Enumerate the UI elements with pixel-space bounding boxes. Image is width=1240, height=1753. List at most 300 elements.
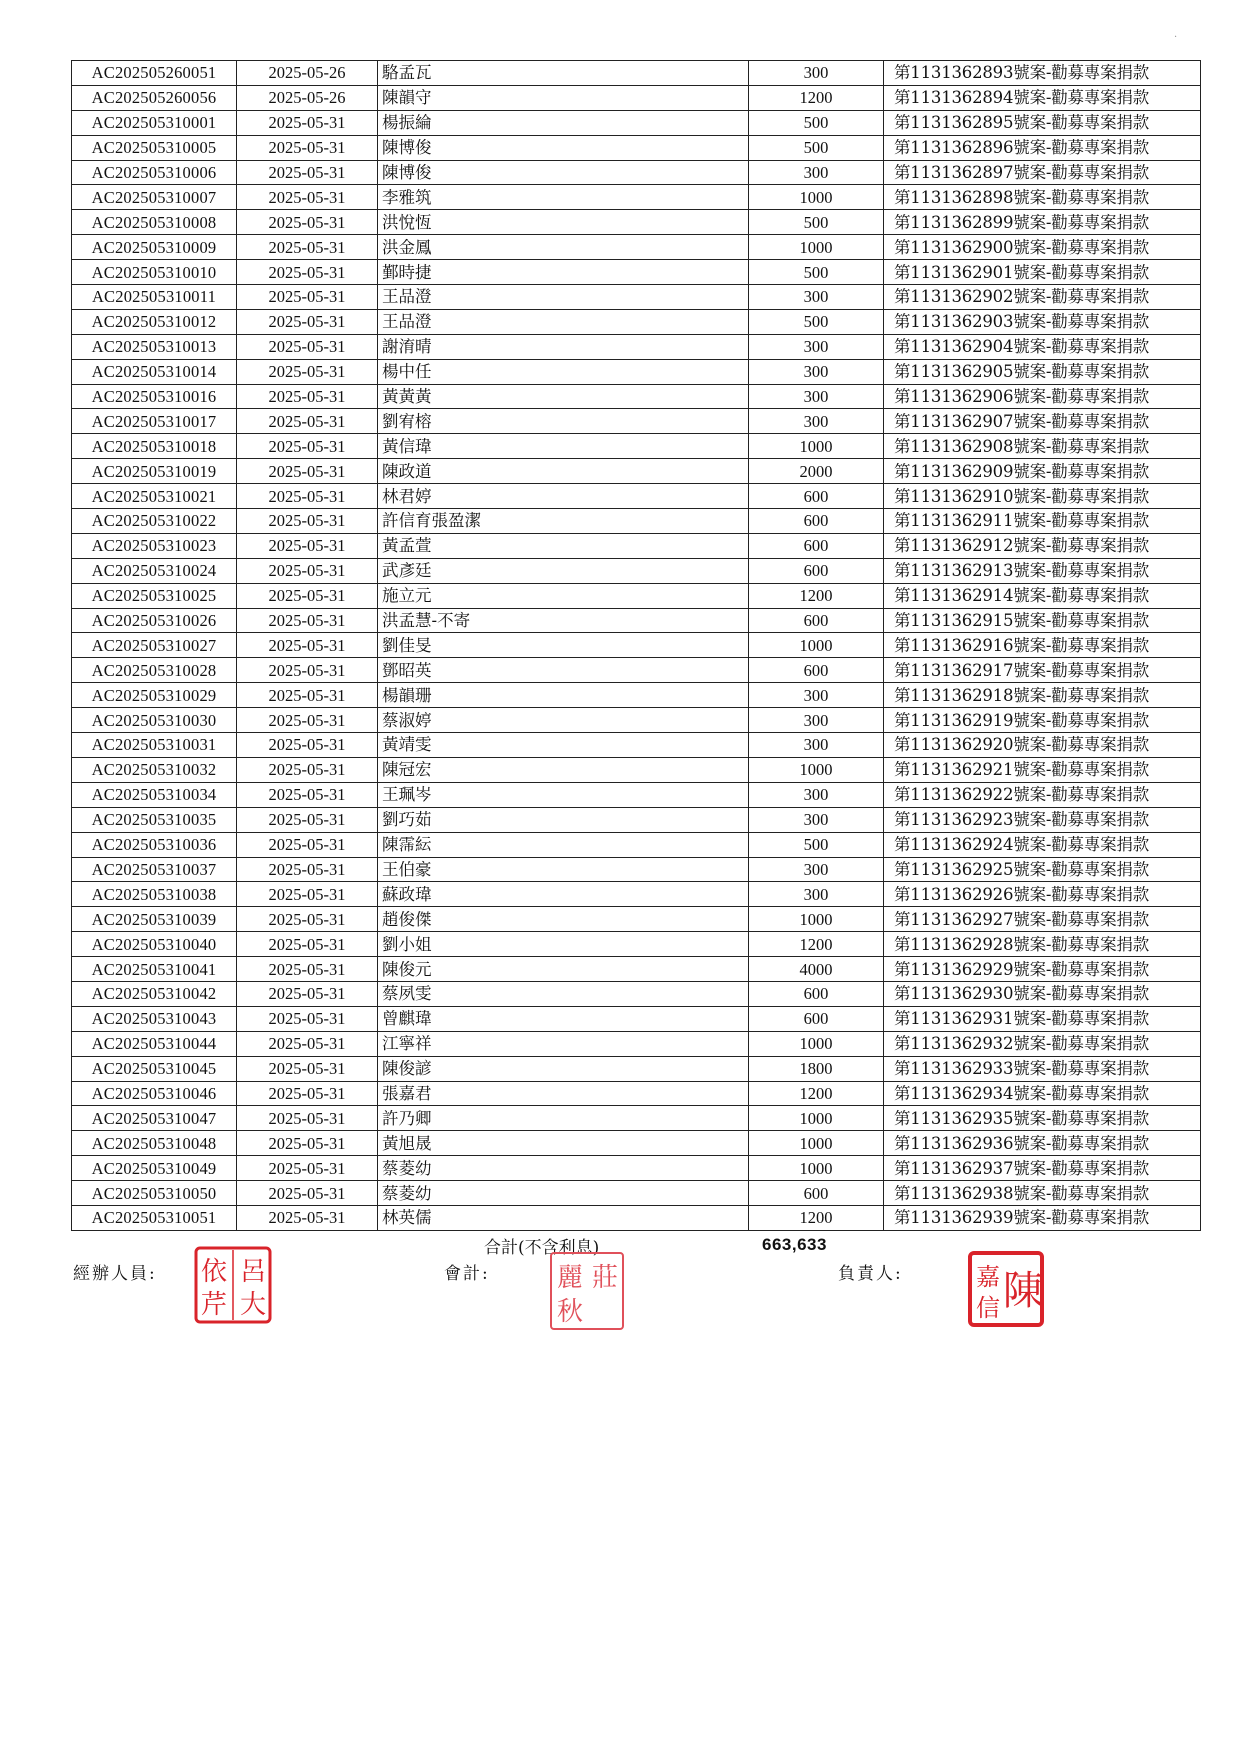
donation-id: AC202505310012 [72, 309, 237, 334]
donation-amount: 1200 [749, 932, 884, 957]
donation-amount: 1200 [749, 1205, 884, 1230]
donor-name: 蔡菱幼 [378, 1181, 749, 1206]
svg-text:信: 信 [976, 1294, 1000, 1322]
donation-amount: 300 [749, 61, 884, 86]
donation-id: AC202505310032 [72, 757, 237, 782]
donor-name: 王伯豪 [378, 857, 749, 882]
case-description: 第1131362893號案-勸募專案捐款 [884, 61, 1201, 86]
table-row [72, 459, 1201, 484]
svg-text:呂: 呂 [239, 1257, 267, 1287]
donation-amount: 300 [749, 882, 884, 907]
table-row [72, 882, 1201, 907]
donation-date: 2025-05-31 [237, 533, 378, 558]
case-description: 第1131362912號案-勸募專案捐款 [884, 533, 1201, 558]
donation-amount: 1800 [749, 1056, 884, 1081]
donation-date: 2025-05-31 [237, 110, 378, 135]
case-description: 第1131362895號案-勸募專案捐款 [884, 110, 1201, 135]
table-row [72, 484, 1201, 509]
table-row [72, 509, 1201, 534]
donation-amount: 1000 [749, 1156, 884, 1181]
donor-name: 王品澄 [378, 285, 749, 310]
donation-id: AC202505310016 [72, 384, 237, 409]
donation-amount: 500 [749, 210, 884, 235]
table-row [72, 807, 1201, 832]
clerk-seal-image [193, 1245, 273, 1325]
case-description: 第1131362904號案-勸募專案捐款 [884, 334, 1201, 359]
svg-text:莊: 莊 [591, 1263, 619, 1293]
donation-id: AC202505310019 [72, 459, 237, 484]
table-row [72, 533, 1201, 558]
svg-text:麗: 麗 [556, 1263, 584, 1293]
donation-id: AC202505310038 [72, 882, 237, 907]
donation-date: 2025-05-31 [237, 708, 378, 733]
donation-id: AC202505310023 [72, 533, 237, 558]
donation-amount: 300 [749, 807, 884, 832]
donation-date: 2025-05-31 [237, 1181, 378, 1206]
table-row [72, 409, 1201, 434]
donation-amount: 500 [749, 135, 884, 160]
case-description: 第1131362923號案-勸募專案捐款 [884, 807, 1201, 832]
case-description: 第1131362939號案-勸募專案捐款 [884, 1205, 1201, 1230]
donation-date: 2025-05-31 [237, 658, 378, 683]
donation-date: 2025-05-31 [237, 633, 378, 658]
donation-id: AC202505310045 [72, 1056, 237, 1081]
table-row [72, 932, 1201, 957]
donation-date: 2025-05-31 [237, 309, 378, 334]
donor-name: 江寧祥 [378, 1031, 749, 1056]
donation-amount: 300 [749, 285, 884, 310]
donor-name: 謝淯晴 [378, 334, 749, 359]
donation-amount: 1000 [749, 757, 884, 782]
donation-date: 2025-05-31 [237, 857, 378, 882]
donation-amount: 300 [749, 384, 884, 409]
donation-id: AC202505310046 [72, 1081, 237, 1106]
table-row [72, 235, 1201, 260]
table-row [72, 558, 1201, 583]
table-row [72, 832, 1201, 857]
table-row [72, 683, 1201, 708]
case-description: 第1131362925號案-勸募專案捐款 [884, 857, 1201, 882]
donation-date: 2025-05-31 [237, 981, 378, 1006]
case-description: 第1131362905號案-勸募專案捐款 [884, 359, 1201, 384]
donation-amount: 600 [749, 1006, 884, 1031]
table-row [72, 782, 1201, 807]
donation-id: AC202505310039 [72, 907, 237, 932]
scan-speck: · [1174, 32, 1178, 43]
donor-name: 陳博俊 [378, 135, 749, 160]
donor-name: 黃靖雯 [378, 733, 749, 758]
table-row [72, 434, 1201, 459]
donation-date: 2025-05-31 [237, 558, 378, 583]
donation-amount: 300 [749, 857, 884, 882]
donation-date: 2025-05-31 [237, 807, 378, 832]
donation-id: AC202505310005 [72, 135, 237, 160]
donation-amount: 2000 [749, 459, 884, 484]
donation-date: 2025-05-31 [237, 409, 378, 434]
donor-name: 劉巧茹 [378, 807, 749, 832]
donor-name: 鄞時捷 [378, 260, 749, 285]
donation-date: 2025-05-31 [237, 135, 378, 160]
table-row [72, 1106, 1201, 1131]
donation-id: AC202505310034 [72, 782, 237, 807]
case-description: 第1131362908號案-勸募專案捐款 [884, 434, 1201, 459]
donation-date: 2025-05-31 [237, 1156, 378, 1181]
donor-name: 陳冠宏 [378, 757, 749, 782]
donation-amount: 500 [749, 832, 884, 857]
donation-date: 2025-05-31 [237, 1131, 378, 1156]
table-row [72, 110, 1201, 135]
donation-amount: 1200 [749, 85, 884, 110]
donor-name: 陳俊諺 [378, 1056, 749, 1081]
donation-date: 2025-05-31 [237, 882, 378, 907]
case-description: 第1131362936號案-勸募專案捐款 [884, 1131, 1201, 1156]
donation-amount: 1200 [749, 583, 884, 608]
donor-name: 蔡淑婷 [378, 708, 749, 733]
donation-amount: 1000 [749, 185, 884, 210]
donation-id: AC202505260051 [72, 61, 237, 86]
donation-date: 2025-05-31 [237, 384, 378, 409]
donor-name: 趙俊傑 [378, 907, 749, 932]
case-description: 第1131362928號案-勸募專案捐款 [884, 932, 1201, 957]
donation-date: 2025-05-31 [237, 1056, 378, 1081]
donation-id: AC202505310030 [72, 708, 237, 733]
donor-name: 陳俊元 [378, 957, 749, 982]
donor-name: 王品澄 [378, 309, 749, 334]
donation-id: AC202505310029 [72, 683, 237, 708]
donation-amount: 300 [749, 708, 884, 733]
donation-id: AC202505310007 [72, 185, 237, 210]
table-row [72, 1056, 1201, 1081]
donation-date: 2025-05-31 [237, 932, 378, 957]
case-description: 第1131362898號案-勸募專案捐款 [884, 185, 1201, 210]
donation-id: AC202505310022 [72, 509, 237, 534]
case-description: 第1131362913號案-勸募專案捐款 [884, 558, 1201, 583]
case-description: 第1131362922號案-勸募專案捐款 [884, 782, 1201, 807]
donor-name: 洪悅恆 [378, 210, 749, 235]
total-label: 合計(不含利息) [484, 1238, 600, 1258]
case-description: 第1131362917號案-勸募專案捐款 [884, 658, 1201, 683]
table-row [72, 658, 1201, 683]
donation-id: AC202505310043 [72, 1006, 237, 1031]
table-row [72, 384, 1201, 409]
donation-date: 2025-05-31 [237, 160, 378, 185]
donor-name: 劉佳旻 [378, 633, 749, 658]
donation-id: AC202505310041 [72, 957, 237, 982]
table-row [72, 359, 1201, 384]
table-row [72, 1131, 1201, 1156]
donation-id: AC202505310050 [72, 1181, 237, 1206]
table-row [72, 61, 1201, 86]
donation-amount: 300 [749, 733, 884, 758]
donation-amount: 500 [749, 110, 884, 135]
donation-date: 2025-05-31 [237, 1031, 378, 1056]
table-row [72, 733, 1201, 758]
donor-name: 陳霈紜 [378, 832, 749, 857]
donation-id: AC202505310051 [72, 1205, 237, 1230]
donation-amount: 1000 [749, 1031, 884, 1056]
head-label: 負責人: [838, 1264, 903, 1284]
donor-name: 楊韻珊 [378, 683, 749, 708]
table-row [72, 309, 1201, 334]
donation-date: 2025-05-31 [237, 185, 378, 210]
donation-date: 2025-05-31 [237, 509, 378, 534]
donor-name: 陳政道 [378, 459, 749, 484]
table-row [72, 957, 1201, 982]
donation-amount: 300 [749, 160, 884, 185]
donor-name: 蔡夙雯 [378, 981, 749, 1006]
case-description: 第1131362927號案-勸募專案捐款 [884, 907, 1201, 932]
case-description: 第1131362935號案-勸募專案捐款 [884, 1106, 1201, 1131]
case-description: 第1131362919號案-勸募專案捐款 [884, 708, 1201, 733]
case-description: 第1131362931號案-勸募專案捐款 [884, 1006, 1201, 1031]
svg-text:大: 大 [239, 1290, 267, 1320]
head-seal-image [967, 1250, 1045, 1328]
accountant-label: 會計: [444, 1264, 490, 1284]
donation-id: AC202505310024 [72, 558, 237, 583]
svg-text:嘉: 嘉 [976, 1263, 1000, 1291]
donation-amount: 1200 [749, 1081, 884, 1106]
case-description: 第1131362902號案-勸募專案捐款 [884, 285, 1201, 310]
case-description: 第1131362894號案-勸募專案捐款 [884, 85, 1201, 110]
case-description: 第1131362924號案-勸募專案捐款 [884, 832, 1201, 857]
donation-amount: 600 [749, 658, 884, 683]
donation-id: AC202505310031 [72, 733, 237, 758]
donation-amount: 1000 [749, 633, 884, 658]
case-description: 第1131362896號案-勸募專案捐款 [884, 135, 1201, 160]
case-description: 第1131362932號案-勸募專案捐款 [884, 1031, 1201, 1056]
donation-amount: 300 [749, 782, 884, 807]
table-row [72, 608, 1201, 633]
donation-amount: 500 [749, 309, 884, 334]
donation-date: 2025-05-31 [237, 434, 378, 459]
case-description: 第1131362921號案-勸募專案捐款 [884, 757, 1201, 782]
donation-id: AC202505310027 [72, 633, 237, 658]
donation-id: AC202505310017 [72, 409, 237, 434]
donation-amount: 600 [749, 509, 884, 534]
table-row [72, 857, 1201, 882]
donation-date: 2025-05-31 [237, 608, 378, 633]
donor-name: 曾麒瑋 [378, 1006, 749, 1031]
total-value: 663,633 [762, 1235, 827, 1254]
donation-id: AC202505310047 [72, 1106, 237, 1131]
case-description: 第1131362903號案-勸募專案捐款 [884, 309, 1201, 334]
donation-date: 2025-05-31 [237, 459, 378, 484]
donation-date: 2025-05-26 [237, 61, 378, 86]
table-row [72, 285, 1201, 310]
case-description: 第1131362900號案-勸募專案捐款 [884, 235, 1201, 260]
donation-id: AC202505310013 [72, 334, 237, 359]
svg-text:陳: 陳 [1003, 1268, 1043, 1314]
donor-name: 黃孟萱 [378, 533, 749, 558]
case-description: 第1131362938號案-勸募專案捐款 [884, 1181, 1201, 1206]
donation-amount: 600 [749, 558, 884, 583]
donor-name: 李雅筑 [378, 185, 749, 210]
case-description: 第1131362929號案-勸募專案捐款 [884, 957, 1201, 982]
donation-id: AC202505310036 [72, 832, 237, 857]
table-row [72, 210, 1201, 235]
table-row [72, 907, 1201, 932]
donation-id: AC202505310042 [72, 981, 237, 1006]
donation-id: AC202505310035 [72, 807, 237, 832]
donation-id: AC202505260056 [72, 85, 237, 110]
table-row [72, 85, 1201, 110]
donor-name: 洪孟慧-不寄 [378, 608, 749, 633]
donation-id: AC202505310014 [72, 359, 237, 384]
donation-amount: 600 [749, 608, 884, 633]
donation-date: 2025-05-31 [237, 907, 378, 932]
donation-amount: 1000 [749, 907, 884, 932]
donor-name: 施立元 [378, 583, 749, 608]
donation-date: 2025-05-31 [237, 583, 378, 608]
donor-name: 劉小姐 [378, 932, 749, 957]
donation-date: 2025-05-31 [237, 359, 378, 384]
accountant-seal-image [548, 1250, 626, 1332]
donor-name: 鄧昭英 [378, 658, 749, 683]
case-description: 第1131362907號案-勸募專案捐款 [884, 409, 1201, 434]
donation-date: 2025-05-31 [237, 285, 378, 310]
donor-name: 許乃卿 [378, 1106, 749, 1131]
donation-amount: 600 [749, 1181, 884, 1206]
donation-amount: 600 [749, 981, 884, 1006]
donation-amount: 1000 [749, 1131, 884, 1156]
donation-amount: 1000 [749, 1106, 884, 1131]
case-description: 第1131362914號案-勸募專案捐款 [884, 583, 1201, 608]
donation-amount: 600 [749, 533, 884, 558]
donor-name: 楊振綸 [378, 110, 749, 135]
donor-name: 蔡菱幼 [378, 1156, 749, 1181]
case-description: 第1131362937號案-勸募專案捐款 [884, 1156, 1201, 1181]
table-row [72, 981, 1201, 1006]
donation-date: 2025-05-31 [237, 1205, 378, 1230]
case-description: 第1131362918號案-勸募專案捐款 [884, 683, 1201, 708]
svg-text:秋: 秋 [556, 1297, 584, 1327]
donation-id: AC202505310040 [72, 932, 237, 957]
table-row [72, 1006, 1201, 1031]
case-description: 第1131362901號案-勸募專案捐款 [884, 260, 1201, 285]
clerk-label: 經辦人員: [73, 1264, 157, 1284]
table-row [72, 135, 1201, 160]
donation-id: AC202505310028 [72, 658, 237, 683]
donation-date: 2025-05-31 [237, 484, 378, 509]
donor-name: 林英儒 [378, 1205, 749, 1230]
donation-id: AC202505310025 [72, 583, 237, 608]
donation-amount: 300 [749, 409, 884, 434]
donation-date: 2025-05-31 [237, 733, 378, 758]
donor-name: 許信育張盈潔 [378, 509, 749, 534]
donation-id: AC202505310011 [72, 285, 237, 310]
donation-amount: 600 [749, 484, 884, 509]
donation-date: 2025-05-31 [237, 1081, 378, 1106]
donation-id: AC202505310018 [72, 434, 237, 459]
donation-ledger-table [71, 60, 1201, 1231]
case-description: 第1131362916號案-勸募專案捐款 [884, 633, 1201, 658]
donation-amount: 300 [749, 359, 884, 384]
donor-name: 武彥廷 [378, 558, 749, 583]
donor-name: 蘇政瑋 [378, 882, 749, 907]
table-row [72, 1181, 1201, 1206]
donor-name: 楊中任 [378, 359, 749, 384]
donation-amount: 1000 [749, 434, 884, 459]
table-row [72, 185, 1201, 210]
donation-date: 2025-05-31 [237, 757, 378, 782]
donor-name: 陳韻守 [378, 85, 749, 110]
case-description: 第1131362926號案-勸募專案捐款 [884, 882, 1201, 907]
donation-id: AC202505310049 [72, 1156, 237, 1181]
donor-name: 王珮岑 [378, 782, 749, 807]
donor-name: 陳博俊 [378, 160, 749, 185]
donor-name: 劉宥榕 [378, 409, 749, 434]
donor-name: 林君婷 [378, 484, 749, 509]
donation-id: AC202505310010 [72, 260, 237, 285]
donor-name: 黃旭晟 [378, 1131, 749, 1156]
ledger-body [72, 61, 1201, 1231]
table-row [72, 260, 1201, 285]
donation-date: 2025-05-31 [237, 1006, 378, 1031]
table-row [72, 1031, 1201, 1056]
table-row [72, 1205, 1201, 1230]
donation-date: 2025-05-31 [237, 832, 378, 857]
svg-text:依: 依 [200, 1257, 228, 1287]
table-row [72, 334, 1201, 359]
case-description: 第1131362930號案-勸募專案捐款 [884, 981, 1201, 1006]
svg-text:芹: 芹 [200, 1290, 228, 1320]
donation-date: 2025-05-31 [237, 1106, 378, 1131]
donation-id: AC202505310021 [72, 484, 237, 509]
table-row [72, 633, 1201, 658]
case-description: 第1131362909號案-勸募專案捐款 [884, 459, 1201, 484]
donor-name: 洪金鳳 [378, 235, 749, 260]
donation-date: 2025-05-31 [237, 260, 378, 285]
table-row [72, 1081, 1201, 1106]
donation-id: AC202505310009 [72, 235, 237, 260]
table-row [72, 160, 1201, 185]
case-description: 第1131362899號案-勸募專案捐款 [884, 210, 1201, 235]
donation-id: AC202505310008 [72, 210, 237, 235]
case-description: 第1131362897號案-勸募專案捐款 [884, 160, 1201, 185]
table-row [72, 583, 1201, 608]
donation-amount: 1000 [749, 235, 884, 260]
case-description: 第1131362933號案-勸募專案捐款 [884, 1056, 1201, 1081]
donation-amount: 500 [749, 260, 884, 285]
donation-date: 2025-05-31 [237, 683, 378, 708]
donation-id: AC202505310001 [72, 110, 237, 135]
table-row [72, 1156, 1201, 1181]
case-description: 第1131362934號案-勸募專案捐款 [884, 1081, 1201, 1106]
case-description: 第1131362911號案-勸募專案捐款 [884, 509, 1201, 534]
donation-amount: 300 [749, 334, 884, 359]
donation-id: AC202505310006 [72, 160, 237, 185]
donation-id: AC202505310037 [72, 857, 237, 882]
case-description: 第1131362910號案-勸募專案捐款 [884, 484, 1201, 509]
donation-date: 2025-05-31 [237, 235, 378, 260]
case-description: 第1131362920號案-勸募專案捐款 [884, 733, 1201, 758]
donation-id: AC202505310048 [72, 1131, 237, 1156]
table-row [72, 757, 1201, 782]
donor-name: 黃信瑋 [378, 434, 749, 459]
case-description: 第1131362915號案-勸募專案捐款 [884, 608, 1201, 633]
donor-name: 張嘉君 [378, 1081, 749, 1106]
donation-date: 2025-05-31 [237, 334, 378, 359]
case-description: 第1131362906號案-勸募專案捐款 [884, 384, 1201, 409]
donation-amount: 300 [749, 683, 884, 708]
donation-date: 2025-05-26 [237, 85, 378, 110]
donation-amount: 4000 [749, 957, 884, 982]
donor-name: 黃黃黃 [378, 384, 749, 409]
donation-date: 2025-05-31 [237, 210, 378, 235]
donation-date: 2025-05-31 [237, 782, 378, 807]
table-row [72, 708, 1201, 733]
donation-id: AC202505310044 [72, 1031, 237, 1056]
